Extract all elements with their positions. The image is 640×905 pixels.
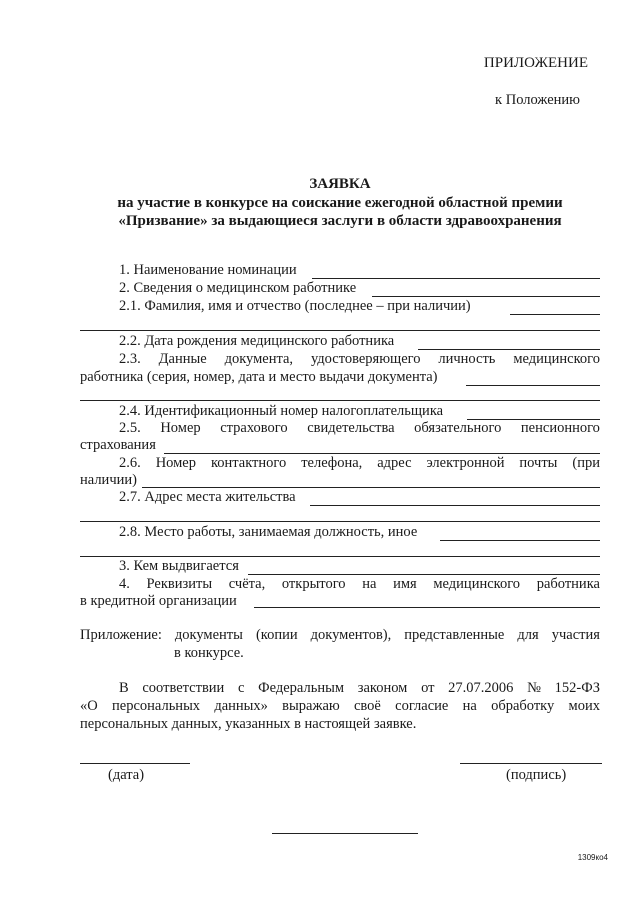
fullname-field[interactable] (510, 314, 600, 315)
nominator-field[interactable] (248, 574, 600, 575)
item-worker-info-label: 2. Сведения о медицинском работнике (119, 280, 357, 296)
item-fullname-label: 2.1. Фамилия, имя и отчество (последнее – при наличии) (119, 298, 471, 314)
appendix-heading: ПРИЛОЖЕНИЕ (483, 55, 588, 71)
worker-info-field[interactable] (372, 296, 600, 297)
item-contacts-label-continued: наличии) (80, 472, 137, 488)
nomination-field[interactable] (312, 278, 600, 279)
item-address-label: 2.7. Адрес места жительства (119, 489, 296, 505)
item-id-document-label-continued: работника (серия, номер, дата и место выдачи документа) (80, 369, 438, 385)
fullname-field-continued[interactable] (80, 330, 600, 331)
consent-text-line2: «О персональных данных» выражаю своё согласие на обработку моих (80, 698, 600, 714)
date-caption: (дата) (108, 767, 145, 783)
consent-text-line3: персональных данных, указанных в настоящей заявке. (80, 716, 417, 732)
form-subtitle-line1: на участие в конкурсе на соискание ежегодной областной премии (117, 195, 563, 211)
workplace-field-continued[interactable] (80, 556, 600, 557)
closing-separator-line (272, 833, 418, 834)
item-bank-details-label-continued: в кредитной организации (80, 593, 237, 609)
date-field[interactable] (80, 763, 190, 764)
signature-caption: (подпись) (506, 767, 567, 783)
document-code: 1309ко4 (577, 853, 608, 862)
workplace-field[interactable] (440, 540, 600, 541)
id-document-field[interactable] (466, 385, 600, 386)
address-field[interactable] (310, 505, 600, 506)
form-title: ЗАЯВКА (309, 176, 371, 192)
item-nomination-label: 1. Наименование номинации (119, 262, 297, 278)
item-bank-details-label: 4. Реквизиты счёта, открытого на имя медицинского работника (119, 576, 600, 592)
birthdate-field[interactable] (418, 349, 600, 350)
item-insurance-label-continued: страхования (80, 437, 156, 453)
contacts-field[interactable] (142, 487, 600, 488)
attachment-note: Приложение: документы (копии документов), представленные для участия (80, 627, 600, 643)
appendix-subheading: к Положению (495, 92, 580, 108)
item-nominator-label: 3. Кем выдвигается (119, 558, 239, 574)
consent-text-line1: В соответствии с Федеральным законом от 27.07.2006 № 152-ФЗ (119, 680, 600, 696)
form-subtitle-line2: «Призвание» за выдающиеся заслуги в области здравоохранения (118, 213, 562, 229)
item-contacts-label: 2.6. Номер контактного телефона, адрес электронной почты (при (119, 455, 600, 471)
item-birthdate-label: 2.2. Дата рождения медицинского работника (119, 333, 395, 349)
bank-details-field[interactable] (254, 607, 600, 608)
id-document-field-continued[interactable] (80, 400, 600, 401)
item-id-document-label: 2.3. Данные документа, удостоверяющего личность медицинского (119, 351, 600, 367)
signature-field[interactable] (460, 763, 602, 764)
item-tin-label: 2.4. Идентификационный номер налогоплательщика (119, 403, 444, 419)
item-insurance-label: 2.5. Номер страхового свидетельства обязательного пенсионного (119, 420, 600, 436)
insurance-field[interactable] (164, 453, 600, 454)
attachment-note-continued: в конкурсе. (174, 645, 244, 661)
address-field-continued[interactable] (80, 521, 600, 522)
item-workplace-label: 2.8. Место работы, занимаемая должность, иное (119, 524, 418, 540)
